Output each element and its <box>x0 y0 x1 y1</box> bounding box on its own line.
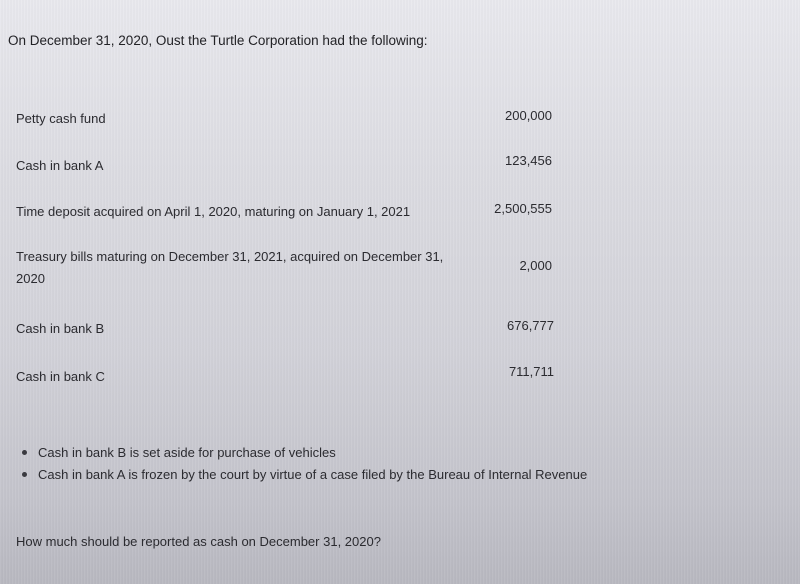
item-label-time-deposit: Time deposit acquired on April 1, 2020, maturing on January 1, 2021 <box>16 204 411 219</box>
item-label-petty-cash: Petty cash fund <box>16 111 106 126</box>
note-item <box>16 465 587 487</box>
bullet-icon <box>22 450 27 455</box>
item-value-cash-bank-a: 123,456 <box>505 153 552 168</box>
note-item <box>16 443 587 465</box>
item-label-cash-bank-b: Cash in bank B <box>16 321 105 336</box>
item-value-time-deposit: 2,500,555 <box>494 201 552 216</box>
item-label-cash-bank-a: Cash in bank A <box>16 158 104 173</box>
item-value-cash-bank-c: 711,711 <box>508 364 554 379</box>
document-title: On December 31, 2020, Oust the Turtle Corporation had the following: <box>8 33 428 48</box>
item-value-treasury-bills: 2,000 <box>519 258 552 273</box>
item-value-cash-bank-b: 676,777 <box>507 318 554 333</box>
note-text: Cash in bank B is set aside for purchase of vehicles <box>38 445 336 460</box>
question-text: How much should be reported as cash on December 31, 2020? <box>16 534 381 549</box>
note-text: Cash in bank A is frozen by the court by virtue of a case filed by the Bureau of Internal Revenue <box>38 467 588 482</box>
item-label-treasury-bills: Treasury bills maturing on December 31, 2021, acquired on December 31, 2020 <box>16 249 444 286</box>
item-value-petty-cash: 200,000 <box>505 108 552 123</box>
item-label-cash-bank-c: Cash in bank C <box>16 369 105 384</box>
notes-list <box>16 443 587 487</box>
bullet-icon <box>22 472 27 477</box>
